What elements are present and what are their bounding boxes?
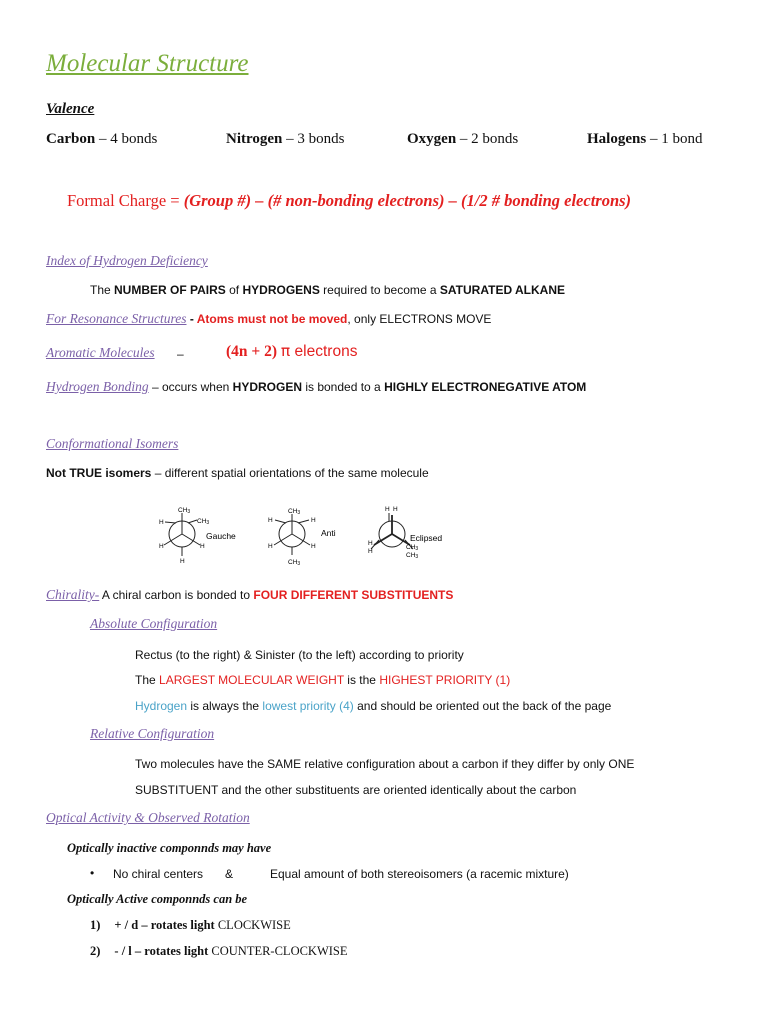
valence-carbon: Carbon – 4 bonds [46,131,158,147]
active-item-2: 2) - / l – rotates light COUNTER-CLOCKWISE [90,944,348,958]
resonance-line: For Resonance Structures - Atoms must not be moved, only ELECTRONS MOVE [46,311,492,326]
ihd-heading: Index of Hydrogen Deficiency [46,253,208,268]
anti-h-4: H [311,543,316,550]
aromatic-formula: (4n + 2) π electrons [226,342,358,360]
inactive-item-ampersand: & [225,867,234,881]
conformational-heading: Conformational Isomers [46,436,179,451]
eclipsed-h-4: H [368,548,373,555]
eclipsed-label: Eclipsed [410,533,443,543]
gauche-ch3-right: CH3 [197,518,210,526]
chirality-line: Chirality- A chiral carbon is bonded to FOUR DIFFERENT SUBSTITUENTS [46,587,454,602]
valence-nitrogen: Nitrogen – 3 bonds [226,131,345,147]
gauche-h-2: H [159,543,164,550]
valence-halogens: Halogens – 1 bond [587,131,703,147]
absolute-config-line-3: Hydrogen is always the lowest priority (4) and should be oriented out the back of the page [135,699,612,713]
page-title: Molecular Structure [46,50,249,77]
eclipsed-h-3: H [368,540,373,547]
newman-anti [268,508,336,567]
inactive-item-no-chiral: No chiral centers [113,867,204,881]
newman-gauche [159,507,236,565]
newman-eclipsed [368,506,442,560]
gauche-h-4: H [180,558,185,565]
absolute-config-line-1: Rectus (to the right) & Sinister (to the left) according to priority [135,648,464,662]
anti-h-2: H [311,517,316,524]
gauche-label: Gauche [206,531,236,541]
anti-h-1: H [268,517,273,524]
relative-config-heading: Relative Configuration [90,726,215,741]
relative-config-line-2: SUBSTITUENT and the other substituents are oriented identically about the carbon [135,783,577,797]
gauche-h-3: H [200,543,205,550]
conformational-definition: Not TRUE isomers – different spatial orientations of the same molecule [46,466,429,480]
optical-activity-heading: Optical Activity & Observed Rotation [46,810,250,825]
aromatic-dash: – [177,347,184,361]
eclipsed-ch3-2: CH3 [406,552,419,560]
eclipsed-h-2: H [393,506,398,513]
anti-h-3: H [268,543,273,550]
anti-label: Anti [321,528,336,538]
active-item-1: 1) + / d – rotates light CLOCKWISE [90,918,291,932]
absolute-config-heading: Absolute Configuration [90,616,218,631]
gauche-h-1: H [159,519,164,526]
valence-heading: Valence [46,101,95,117]
formal-charge-formula: Formal Charge = (Group #) – (# non-bonding electrons) – (1/2 # bonding electrons) [67,191,632,210]
newman-projections [150,500,460,572]
inactive-item-racemic: Equal amount of both stereoisomers (a racemic mixture) [270,867,569,881]
bullet-icon: • [90,866,95,880]
anti-ch3-bottom: CH3 [288,559,301,567]
anti-ch3-top: CH3 [288,508,301,516]
optically-active-heading: Optically Active componnds can be [67,892,248,906]
ihd-definition: The NUMBER OF PAIRS of HYDROGENS required to become a SATURATED ALKANE [90,283,566,297]
relative-config-line-1: Two molecules have the SAME relative configuration about a carbon if they differ by only ONE [135,757,635,771]
valence-oxygen: Oxygen – 2 bonds [407,131,519,147]
optically-inactive-heading: Optically inactive componnds may have [67,841,272,855]
eclipsed-ch3-1: CH3 [406,544,419,552]
absolute-config-line-2: The LARGEST MOLECULAR WEIGHT is the HIGHEST PRIORITY (1) [135,673,511,687]
eclipsed-h-1: H [385,506,390,513]
aromatic-heading: Aromatic Molecules [46,345,155,360]
hbond-line: Hydrogen Bonding – occurs when HYDROGEN is bonded to a HIGHLY ELECTRONEGATIVE ATOM [46,379,587,394]
gauche-ch3-top: CH3 [178,507,191,515]
